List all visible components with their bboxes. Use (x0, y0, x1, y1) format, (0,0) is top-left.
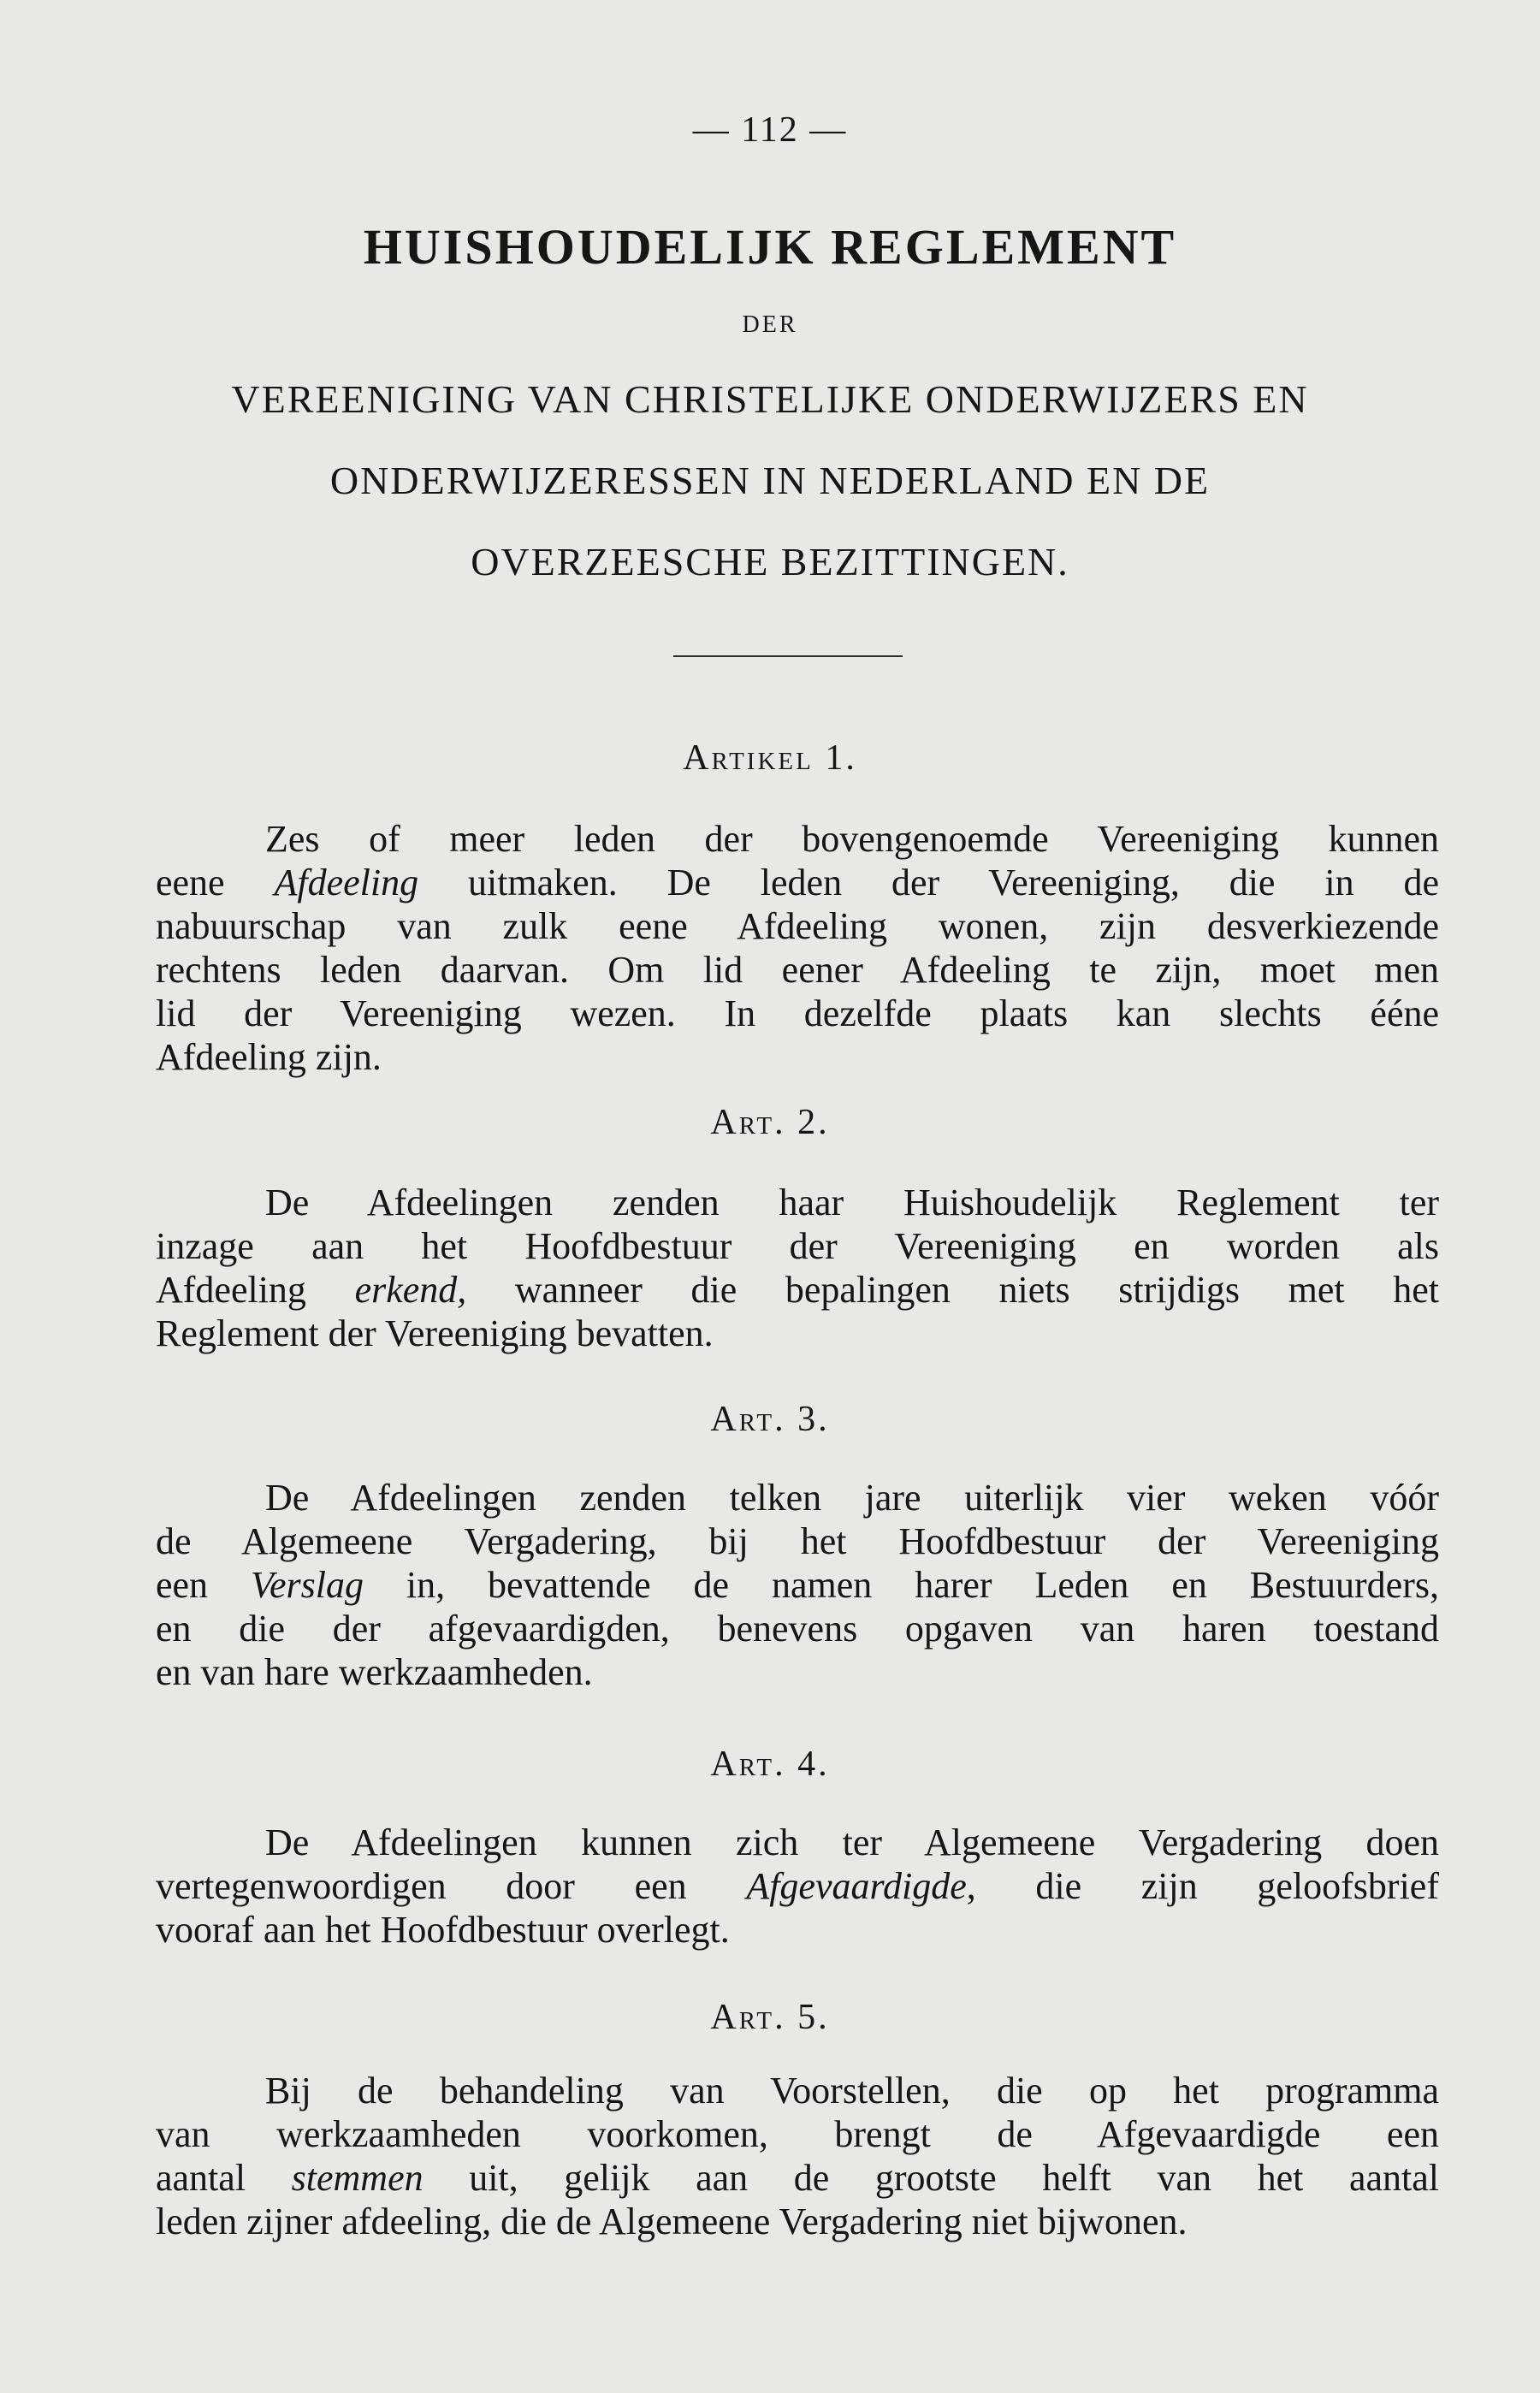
text-line (156, 992, 1439, 1035)
text-segment: en die der afgevaardigden, benevens opgaven van haren toestand (156, 1608, 1439, 1650)
text-line (156, 1519, 1439, 1563)
article-heading: Art. 5. (710, 1998, 830, 2037)
text-segment: De Afdeelingen zenden haar Huishoudelijk Reglement ter (265, 1182, 1439, 1223)
text-segment: De Afdeelingen kunnen zich ter Algemeene Vergadering doen (265, 1821, 1439, 1863)
article-heading: Artikel 1. (683, 738, 857, 778)
text-line (156, 2200, 1439, 2243)
subtitle-line-3: OVERZEESCHE BEZITTINGEN. (471, 540, 1069, 583)
italic-term: Afgevaardigde (746, 1865, 967, 1907)
text-line (156, 2156, 1439, 2200)
text-segment: en van hare werkzaamheden. (156, 1651, 593, 1693)
text-line (156, 1650, 1439, 1694)
italic-term: Verslag (250, 1564, 364, 1606)
text-line (156, 1224, 1439, 1268)
italic-term: Afdeeling (274, 862, 419, 903)
text-line (156, 2112, 1439, 2156)
text-line (156, 2069, 1439, 2112)
text-line (156, 1821, 1439, 1864)
subtitle-line-2: ONDERWIJZERESSEN IN NEDERLAND EN DE (329, 459, 1211, 502)
text-segment: in, bevattende de namen harer Leden en Bestuurders, (363, 1564, 1439, 1606)
text-line (156, 817, 1439, 861)
text-segment: Afdeeling zijn. (156, 1036, 382, 1078)
subtitle-line-1: VEREENIGING VAN CHRISTELIJKE ONDERWIJZERS EN (231, 377, 1309, 421)
article-heading: Art. 3. (710, 1400, 830, 1439)
text-line (156, 904, 1439, 948)
text-line (156, 1181, 1439, 1224)
text-segment: uitmaken. De leden der Vereeniging, die in de (418, 862, 1439, 903)
text-line (156, 1864, 1439, 1908)
text-segment: aantal (156, 2157, 292, 2199)
page-number: — 112 — (692, 110, 848, 150)
text-line (156, 948, 1439, 992)
text-segment: leden zijner afdeeling, die de Algemeene Vergadering niet bijwonen. (156, 2200, 1188, 2242)
text-segment: vertegenwoordigen door een (156, 1865, 747, 1907)
text-line (156, 1268, 1439, 1312)
text-segment: Bij de behandeling van Voorstellen, die op het programma (265, 2070, 1439, 2112)
text-segment: inzage aan het Hoofdbestuur der Vereeniging en worden als (156, 1225, 1439, 1267)
document-title: HUISHOUDELIJK REGLEMENT (363, 219, 1177, 275)
text-segment: Afdeeling (156, 1269, 355, 1311)
article-body (156, 1476, 1439, 1694)
text-segment: Reglement der Vereeniging bevatten. (156, 1312, 714, 1354)
text-line (156, 861, 1439, 904)
article-body (156, 2069, 1439, 2243)
article-body (156, 817, 1439, 1079)
document-der: DER (742, 311, 798, 338)
text-line (156, 1607, 1439, 1650)
text-segment: lid der Vereeniging wezen. In dezelfde plaats kan slechts ééne (156, 992, 1439, 1034)
text-segment: Zes of meer leden der bovengenoemde Vereeniging kunnen (265, 818, 1439, 860)
text-segment: eene (156, 862, 275, 903)
text-segment: wanneer die bepalingen niets strijdigs met het (466, 1269, 1440, 1311)
title-divider (673, 655, 903, 657)
text-segment: , die zijn geloofsbrief (966, 1865, 1439, 1907)
text-segment: de Algemeene Vergadering, bij het Hoofdbestuur der Vereeniging (156, 1520, 1439, 1562)
text-segment: vooraf aan het Hoofdbestuur overlegt. (156, 1909, 730, 1951)
article-heading: Art. 4. (710, 1744, 830, 1784)
text-segment: een (156, 1564, 251, 1606)
text-line (156, 1908, 1439, 1952)
text-segment: van werkzaamheden voorkomen, brengt de Afgevaardigde een (156, 2113, 1439, 2155)
text-line (156, 1312, 1439, 1355)
article-body (156, 1821, 1439, 1952)
article-heading: Art. 2. (710, 1103, 830, 1142)
italic-term: stemmen (291, 2157, 424, 2199)
text-segment: uit, gelijk aan de grootste helft van het aantal (423, 2157, 1439, 2199)
text-segment: nabuurschap van zulk eene Afdeeling wonen, zijn desverkiezende (156, 905, 1439, 947)
text-line (156, 1563, 1439, 1607)
text-line (156, 1476, 1439, 1519)
italic-term: erkend, (354, 1269, 467, 1311)
text-segment: rechtens leden daarvan. Om lid eener Afdeeling te zijn, moet men (156, 949, 1439, 991)
text-line (156, 1035, 1439, 1079)
text-segment: De Afdeelingen zenden telken jare uiterlijk vier weken vóór (265, 1477, 1439, 1519)
article-body (156, 1181, 1439, 1355)
